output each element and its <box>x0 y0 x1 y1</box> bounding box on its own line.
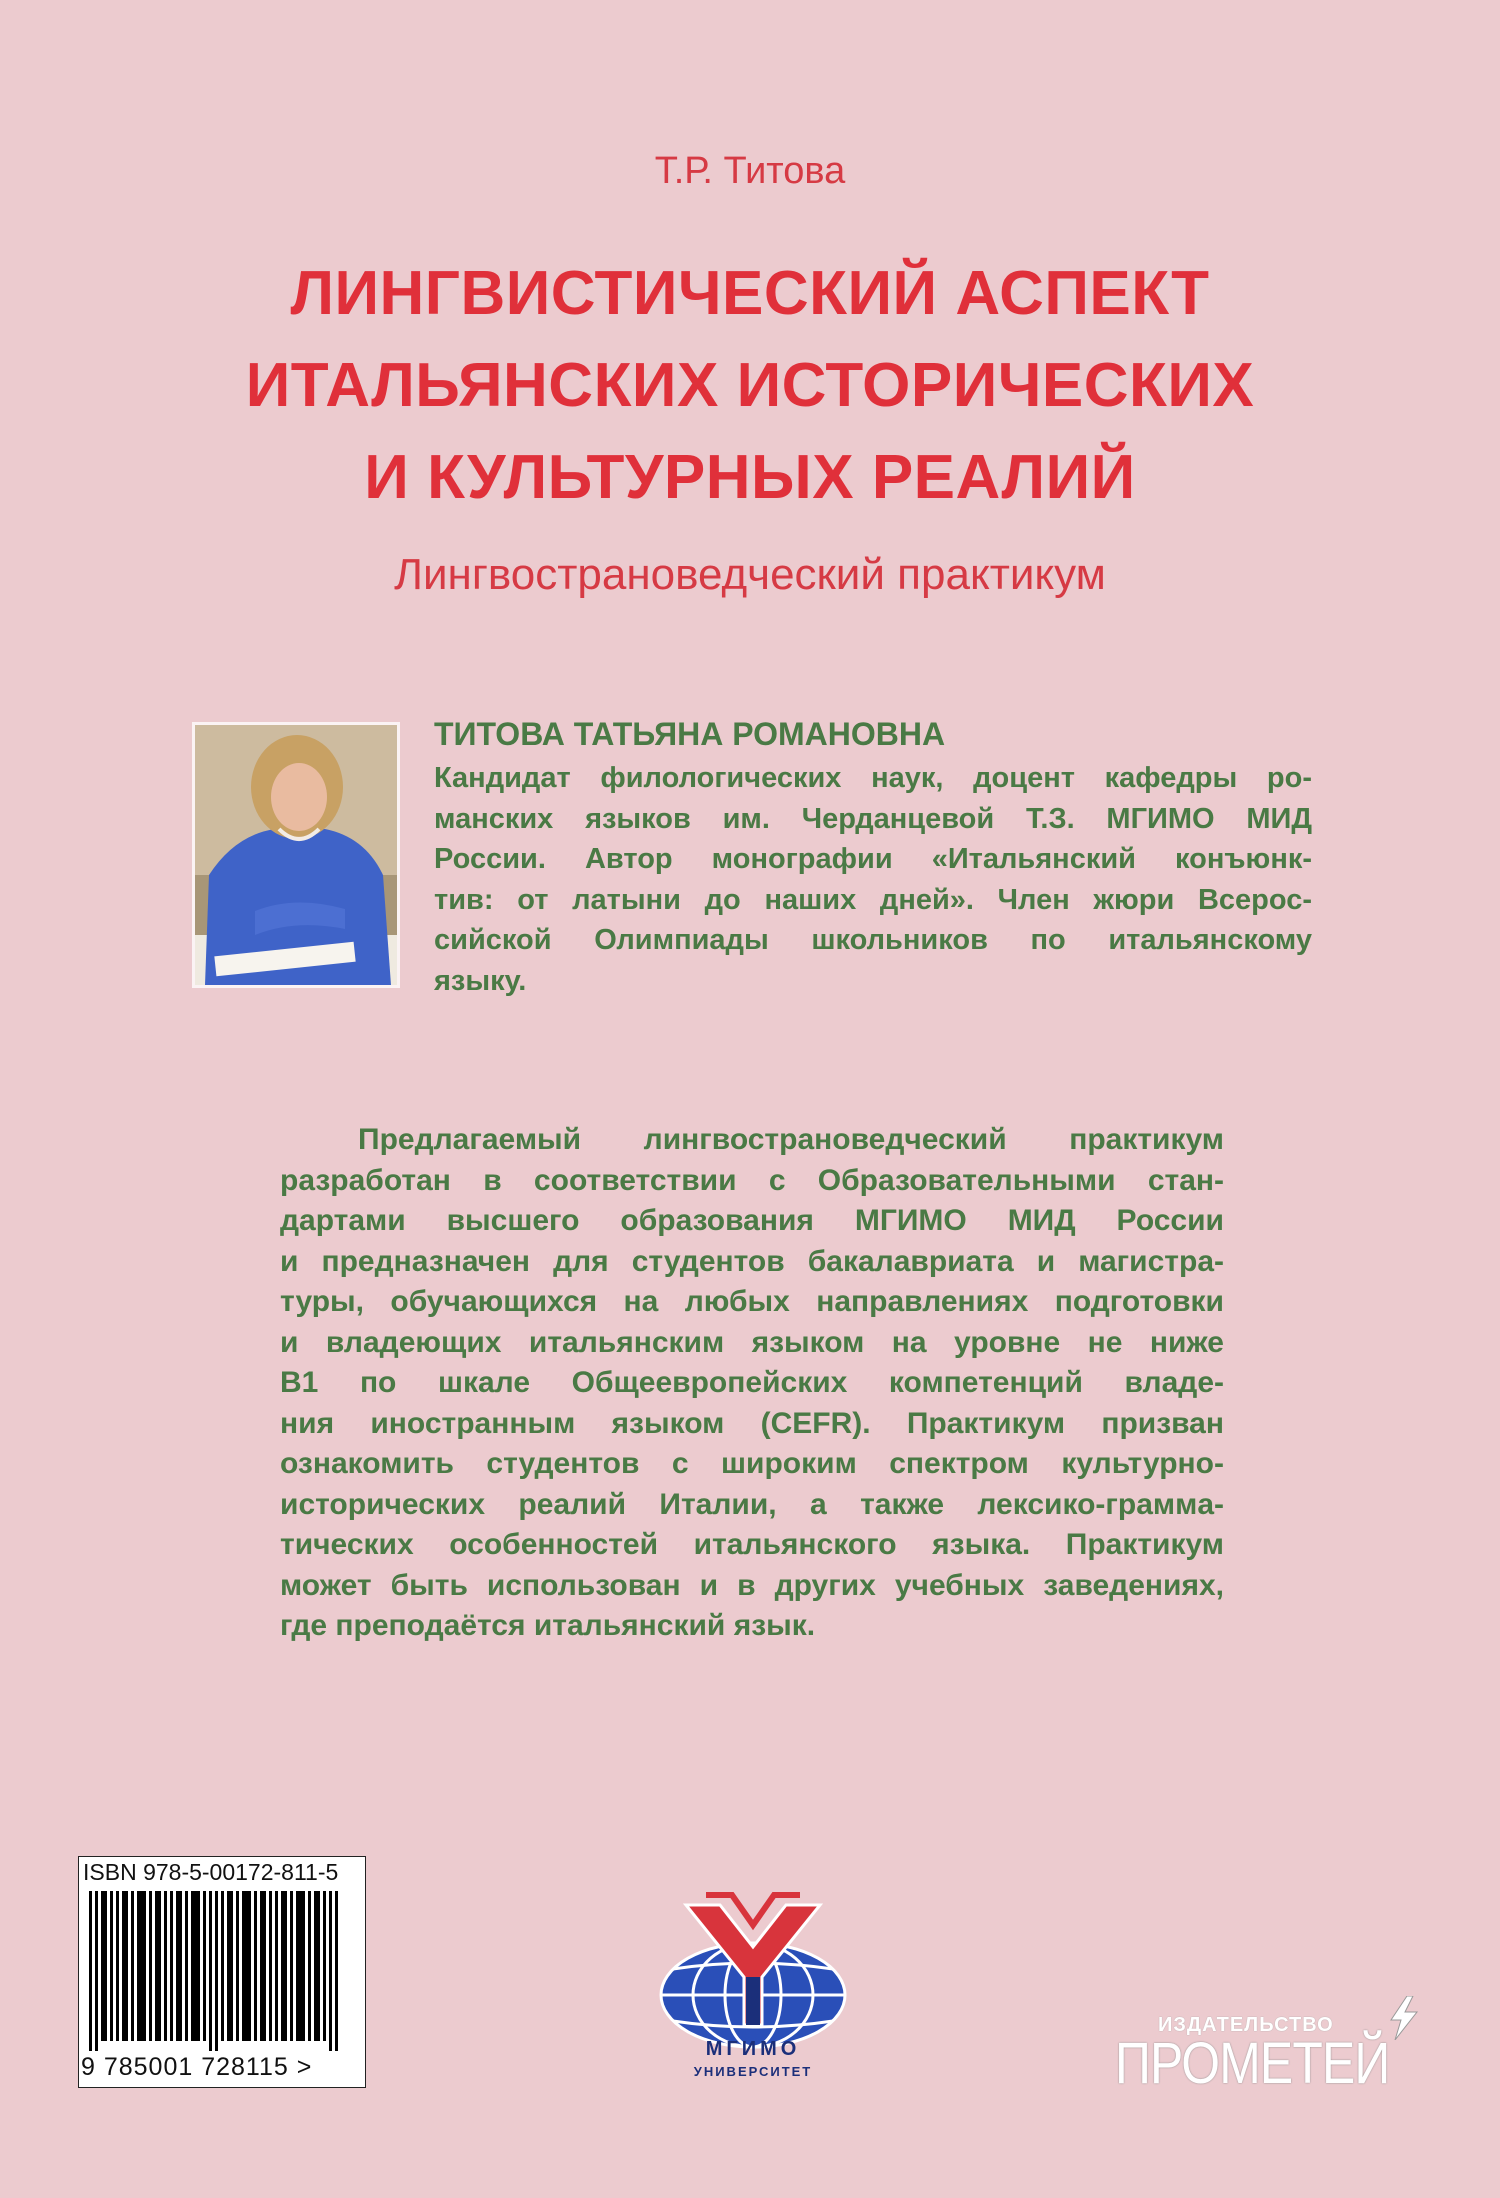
description-line: туры, обучающихся на любых направлениях подготовки <box>280 1285 1224 1318</box>
book-description <box>280 1120 1224 1647</box>
title-line: ЛИНГВИСТИЧЕСКИЙ АСПЕКТ <box>290 259 1210 328</box>
barcode-digits: 9 785001 728115 > <box>81 2053 313 2081</box>
bio-line: сийской Олимпиады школьников по итальянскому <box>434 924 1312 956</box>
description-line: разработан в соответствии с Образовательными стан- <box>280 1163 1224 1197</box>
publisher-name: ПРОМЕТЕЙ <box>1115 2031 1390 2096</box>
barcode-bars <box>89 1891 355 2051</box>
author-photo <box>192 722 400 988</box>
book-subtitle: Лингвострановедческий практикум <box>394 550 1106 599</box>
description-line: исторических реалий Италии, а также лексико-граммa- <box>280 1487 1224 1521</box>
bio-line: Кандидат филологических наук, доцент кафедры ро- <box>434 762 1312 794</box>
description-line: может быть использован и в других учебных заведениях, <box>280 1568 1224 1602</box>
description-line: дартами высшего образования МГИМО МИД России <box>280 1204 1224 1237</box>
isbn-number: ISBN 978-5-00172-811-5 <box>83 1859 339 1885</box>
description-line: и предназначен для студентов бакалавриата и магистра- <box>280 1244 1224 1278</box>
title-line: И КУЛЬТУРНЫХ РЕАЛИЙ <box>364 443 1136 512</box>
description-line: Предлагаемый лингвострановедческий практикум <box>358 1123 1224 1156</box>
author-name: Т.Р. Титова <box>654 150 846 192</box>
lightning-icon <box>1385 1996 1421 2040</box>
description-line: и владеющих итальянским языком на уровне не ниже <box>280 1325 1224 1359</box>
author-bio <box>434 758 1312 1001</box>
bio-line: манских языков им. Черданцевой Т.З. МГИМО МИД <box>434 802 1312 835</box>
bio-line: языку. <box>434 964 527 997</box>
description-line: где преподаётся итальянский язык. <box>280 1609 816 1642</box>
description-line: тических особенностей итальянского языка. Практикум <box>280 1528 1224 1561</box>
title-line: ИТАЛЬЯНСКИХ ИСТОРИЧЕСКИХ <box>245 351 1255 420</box>
description-line: В1 по шкале Общеевропейских компетенций владе- <box>280 1366 1224 1399</box>
logo-subtitle: УНИВЕРСИТЕТ <box>693 2064 813 2079</box>
description-line: ния иностранным языком (CEFR). Практикум призван <box>280 1406 1224 1440</box>
logo-name: МГИМО <box>705 2038 801 2060</box>
bio-line: тив: от латыни до наших дней». Член жюри Всерос- <box>434 883 1312 916</box>
book-title <box>150 248 1350 524</box>
bio-heading: ТИТОВА ТАТЬЯНА РОМАНОВНА <box>434 716 946 752</box>
bio-line: России. Автор монографии «Итальянский конъюнк- <box>434 843 1312 875</box>
publisher-label: ИЗДАТЕЛЬСТВО <box>1158 2014 1334 2036</box>
description-line: ознакомить студентов с широким спектром культурно- <box>280 1447 1224 1480</box>
isbn-barcode <box>78 1856 366 2088</box>
